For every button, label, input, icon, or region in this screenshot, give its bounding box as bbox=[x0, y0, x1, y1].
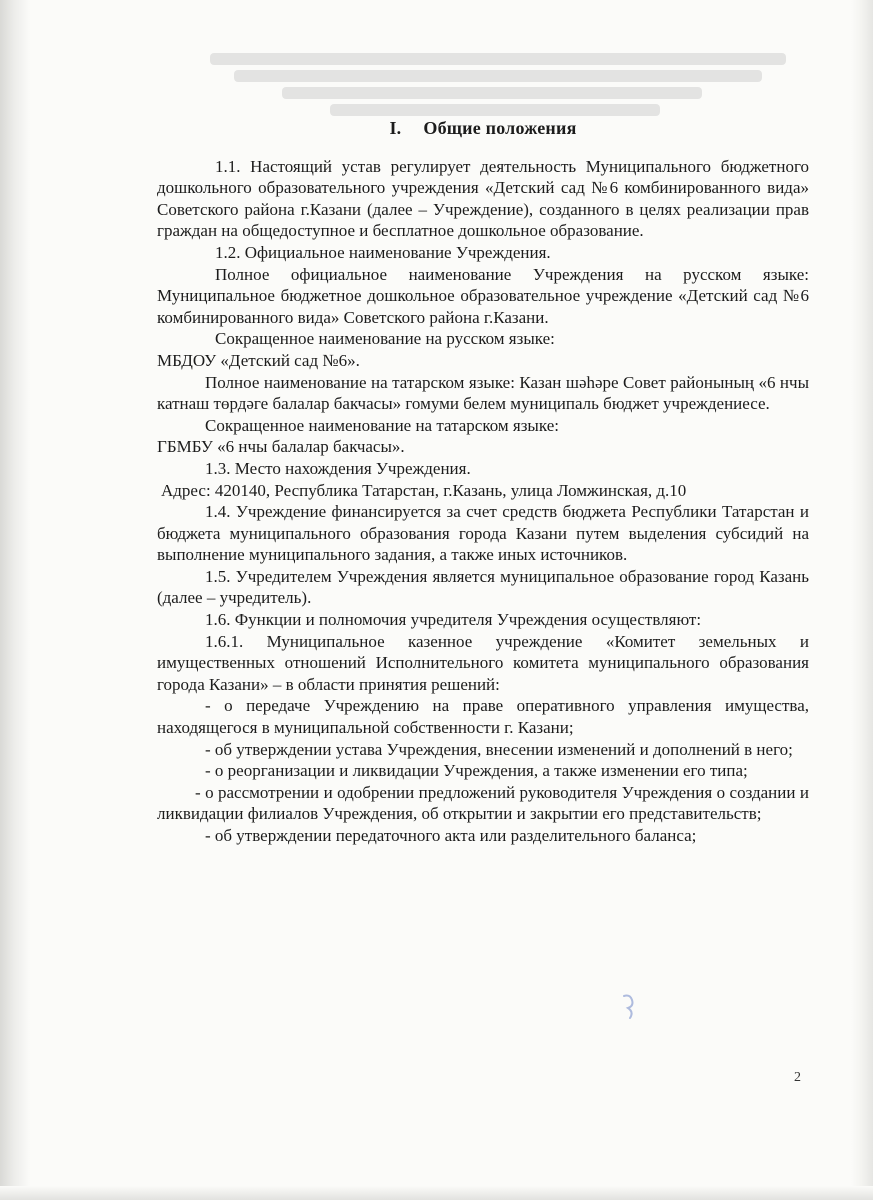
paragraph-1-5: 1.5. Учредителем Учреждения является муниципальное образование город Казань (далее – учредитель). bbox=[157, 566, 809, 608]
ink-mark bbox=[618, 992, 640, 1020]
page-number: 2 bbox=[794, 1070, 801, 1085]
paragraph-full-name-tt: Полное наименование на татарском языке: Казан шәһәре Совет районының «6 нчы катнаш төрдәге балалар бакчасы» гомуми белем муниципаль бюджет учреждениесе. bbox=[157, 372, 809, 414]
paragraph-1-1: 1.1. Настоящий устав регулирует деятельность Муниципального бюджетного дошкольного образовательного учреждения «Детский сад №6 комбинированного вида» Советского района г.Казани (далее – Учреждение), созданного в целях реализации прав граждан на общедоступное и бесплатное дошкольное образование. bbox=[157, 156, 809, 241]
section-title: Общие положения bbox=[423, 118, 577, 138]
section-heading bbox=[157, 118, 809, 140]
list-item-transfer-property: - о передаче Учреждению на праве оперативного управления имущества, находящегося в муниципальной собственности г. Казани; bbox=[157, 696, 809, 738]
paragraph-1-3: 1.3. Место нахождения Учреждения. bbox=[205, 458, 471, 478]
list-item-transfer-act: - об утверждении передаточного акта или разделительного баланса; bbox=[205, 826, 697, 845]
paragraph-1-6: 1.6. Функции и полномочия учредителя Учреждения осуществляют: bbox=[205, 610, 702, 630]
paragraph-short-name-ru: МБДОУ «Детский сад №6». bbox=[157, 350, 360, 370]
paragraph-1-4: 1.4. Учреждение финансируется за счет средств бюджета Республики Татарстан и бюджета муниципального образования города Казани путем выделения субсидий на выполнение муниципального задания, а также иных источников. bbox=[157, 502, 809, 565]
paragraph-short-name-tt: ГБМБУ «6 нчы балалар бакчасы». bbox=[157, 437, 405, 457]
scan-edge-bottom bbox=[0, 1186, 873, 1200]
list-item-approve-charter: - об утверждении устава Учреждения, внесении изменений и дополнений в него; bbox=[205, 739, 793, 759]
paragraph-1-6-1: 1.6.1. Муниципальное казенное учреждение «Комитет земельных и имущественных отношений Исполнительного комитета муниципального образования города Казани» – в области принятия решений: bbox=[157, 631, 809, 694]
paragraph-short-name-ru-label: Сокращенное наименование на русском языке: bbox=[215, 329, 555, 349]
document-page bbox=[157, 118, 809, 847]
paragraph-address: Адрес: 420140, Республика Татарстан, г.Казань, улица Ломжинская, д.10 bbox=[161, 480, 687, 500]
scan-edge-left bbox=[0, 0, 30, 1200]
scan-edge-right bbox=[851, 0, 873, 1200]
list-item-branches: - о рассмотрении и одобрении предложений руководителя Учреждения о создании и ликвидации филиалов Учреждения, об открытии и закрытии его представительств; bbox=[157, 782, 809, 824]
paragraph-1-2: 1.2. Официальное наименование Учреждения. bbox=[215, 242, 551, 262]
paragraph-short-name-tt-label: Сокращенное наименование на татарском языке: bbox=[205, 415, 559, 435]
section-number: I. bbox=[389, 118, 402, 138]
list-item-reorganization: - о реорганизации и ликвидации Учреждения, а также изменении его типа; bbox=[205, 761, 748, 781]
paragraph-full-name-ru: Полное официальное наименование Учреждения на русском языке: Муниципальное бюджетное дошкольное образовательное учреждение «Детский сад №6 комбинированного вида» Советского района г.Казани. bbox=[157, 264, 809, 327]
